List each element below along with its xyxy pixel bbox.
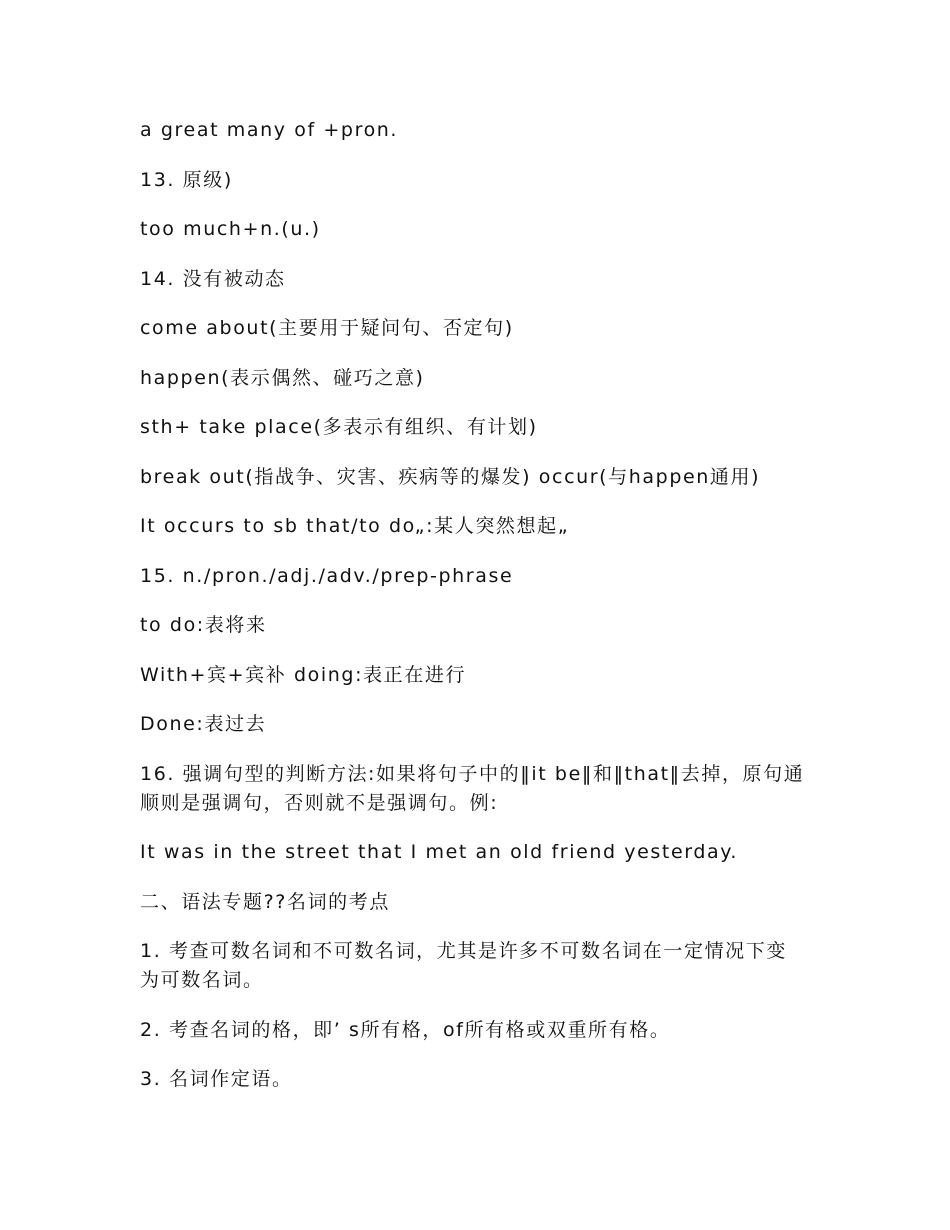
text-line-1: a great many of +pron. [140,119,399,141]
document-body [140,116,805,1115]
text-line-7: sth+ take place(多表示有组织、有计划) [140,416,538,438]
text-line-5: come about(主要用于疑问句、否定句) [140,317,514,339]
text-line-19: 3. 名词作定语。 [140,1068,293,1090]
text-line-3: too much+n.(u.) [140,218,321,240]
text-line-17: 1. 考查可数名词和不可数名词，尤其是许多不可数名词在一定情况下变为可数名词。 [140,940,787,991]
text-line-9: It occurs to sb that/to do„:某人突然想起„ [140,515,570,537]
text-line-8: break out(指战争、灾害、疾病等的爆发) occur(与happen通用) [140,465,761,488]
text-line-14: 16. 强调句型的判断方法:如果将句子中的‖it be‖和‖that‖去掉，原句通顺则是强调句，否则就不是强调句。例: [140,762,805,814]
text-line-18: 2. 考查名词的格，即’ s所有格，of所有格或双重所有格。 [140,1018,671,1041]
text-line-13: Done:表过去 [140,713,267,735]
text-line-6: happen(表示偶然、碰巧之意) [140,366,425,389]
text-line-12: With+宾+宾补 doing:表正在进行 [140,663,467,686]
text-line-4: 14. 没有被动态 [140,267,286,290]
text-line-2: 13. 原级) [140,168,233,191]
text-line-11: to do:表将来 [140,614,267,636]
text-line-15: It was in the street that I met an old friend yesterday. [140,841,739,863]
text-line-16: 二、语法专题??名词的考点 [140,890,390,913]
text-line-10: 15. n./pron./adj./adv./prep-phrase [140,564,514,587]
